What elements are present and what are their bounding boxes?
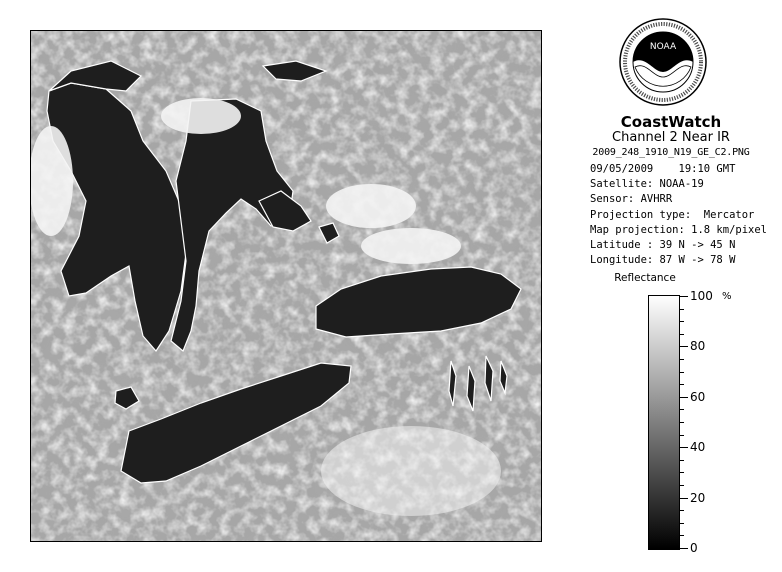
cloud-patch <box>361 228 461 264</box>
noaa-logo-icon <box>618 17 708 107</box>
metadata-list <box>590 162 767 268</box>
colorbar-tick <box>680 397 688 398</box>
colorbar-tick <box>680 334 684 335</box>
colorbar-tick-label: 20 <box>690 491 706 505</box>
colorbar-tick <box>680 485 684 486</box>
colorbar-tick-label: 60 <box>690 390 706 404</box>
colorbar-tick <box>680 359 684 360</box>
metadata-latitude: Latitude : 39 N -> 45 N <box>590 239 736 252</box>
cloud-patch <box>326 184 416 228</box>
filename-label: 2009_248_1910_N19_GE_C2.PNG <box>592 147 750 158</box>
colorbar-tick <box>680 435 684 436</box>
metadata-projection-type: Projection type: Mercator <box>590 208 755 221</box>
colorbar-tick <box>680 309 684 310</box>
colorbar-unit: % <box>722 291 732 302</box>
colorbar-tick <box>680 447 688 448</box>
colorbar-tick-label: 40 <box>690 440 706 454</box>
colorbar-tick <box>680 472 684 473</box>
product-title: CoastWatch <box>620 113 722 131</box>
satellite-image-map <box>30 30 542 542</box>
colorbar-tick-label: 0 <box>690 541 698 555</box>
colorbar-tick <box>680 384 684 385</box>
cloud-patch <box>321 426 501 516</box>
colorbar-tick <box>680 523 684 524</box>
colorbar-tick <box>680 535 684 536</box>
colorbar-tick <box>680 498 688 499</box>
colorbar-tick-label: 100 <box>690 289 713 303</box>
colorbar-title: Reflectance <box>614 272 676 284</box>
cloud-patch <box>31 126 73 236</box>
metadata-satellite: Satellite: NOAA-19 <box>590 178 704 191</box>
colorbar-tick <box>680 409 684 410</box>
colorbar-tick <box>680 372 684 373</box>
colorbar-tick <box>680 296 688 297</box>
cloud-patch <box>161 98 241 134</box>
metadata-longitude: Longitude: 87 W -> 78 W <box>590 254 736 267</box>
colorbar-tick <box>680 422 684 423</box>
colorbar-tick <box>680 460 684 461</box>
colorbar-tick-label: 80 <box>690 339 706 353</box>
colorbar-tick <box>680 548 688 549</box>
colorbar-tick <box>680 510 684 511</box>
colorbar-tick <box>680 346 688 347</box>
channel-label: Channel 2 Near IR <box>612 130 730 145</box>
metadata-sensor: Sensor: AVHRR <box>590 193 673 206</box>
metadata-datetime: 09/05/2009 19:10 GMT <box>590 163 736 175</box>
metadata-map-projection: Map projection: 1.8 km/pixel <box>590 223 768 236</box>
colorbar-tick <box>680 321 684 322</box>
reflectance-colorbar <box>648 295 680 550</box>
noaa-logo-text: NOAA <box>649 42 677 52</box>
